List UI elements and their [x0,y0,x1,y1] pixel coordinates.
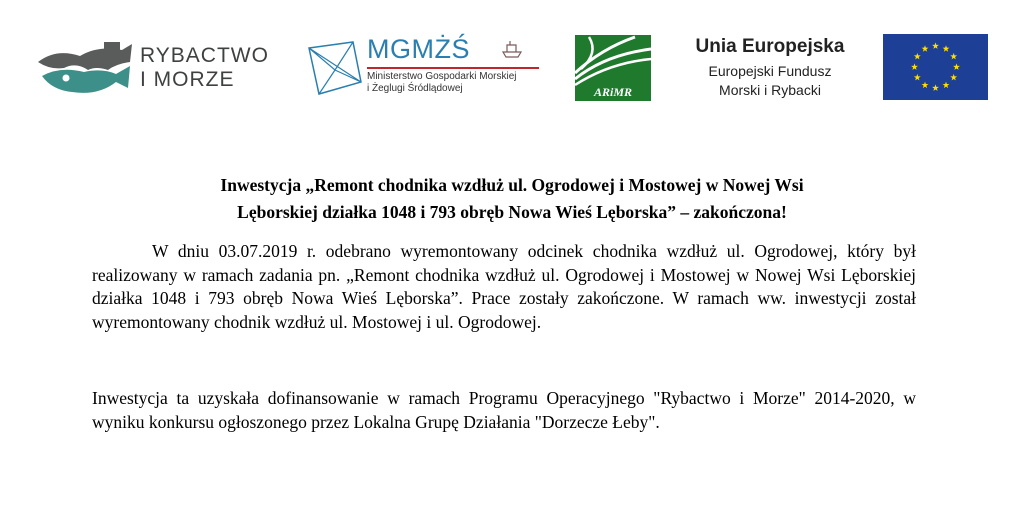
article-paragraph-1: W dniu 03.07.2019 r. odebrano wyremontowany odcinek chodnika wzdłuż ul. Ogrodowej, który był realizowany w ramach zadania pn. „Remont chodnika wzdłuż ul. Ogrodowej i Mostowej w Nowej Wsi Lęborskiej działka 1048 i 793 obręb Nowa Wieś Lęborska”. Prace zostały zakończone. W ramach ww. inwestycji został wyremontowany chodnik wzdłuż ul. Mostowej i ul. Ogrodowej. [92,241,916,332]
mgmzs-logo-title: MGMŻŚ [367,34,470,64]
eu-fund-text-logo [672,36,868,102]
mgmzs-logo-rule [367,67,539,69]
arimr-logo [575,35,651,101]
eu-flag-icon [883,34,988,100]
rybactwo-i-morze-logo [36,40,280,98]
eu-fund-line2: Morski i Rybacki [719,82,821,98]
article-paragraph-2: Inwestycja ta uzyskała dofinansowanie w ramach Programu Operacyjnego "Rybactwo i Morze" 2014-2020, w wyniku konkursu ogłoszonego przez Lokalna Grupę Działania "Dorzecze Łeby". [92,388,916,432]
mgmzs-logo [305,34,541,98]
mgmzs-logo-sub-line1: Ministerstwo Gospodarki Morskiej [367,71,517,82]
article-heading-line2: Lęborskiej działka 1048 i 793 obręb Nowa Wieś Lęborska” – zakończona! [237,202,787,222]
arimr-logo-text: ARiMR [593,85,632,99]
ship-icon [501,40,523,58]
rybactwo-logo-line2: I MORZE [140,68,235,91]
mgmzs-logo-sub-line2: i Żeglugi Śródlądowej [367,83,463,94]
article-heading-line1: Inwestycja „Remont chodnika wzdłuż ul. Ogrodowej i Mostowej w Nowej Wsi [220,175,804,195]
ministry-emblem-icon [305,38,365,98]
rybactwo-logo-line1: RYBACTWO [140,44,269,67]
eu-flag-logo [883,34,988,100]
eu-fund-line1: Europejski Fundusz [708,63,832,79]
eu-title: Unia Europejska [695,36,845,57]
article-heading [60,172,964,226]
fish-icon [36,40,136,98]
